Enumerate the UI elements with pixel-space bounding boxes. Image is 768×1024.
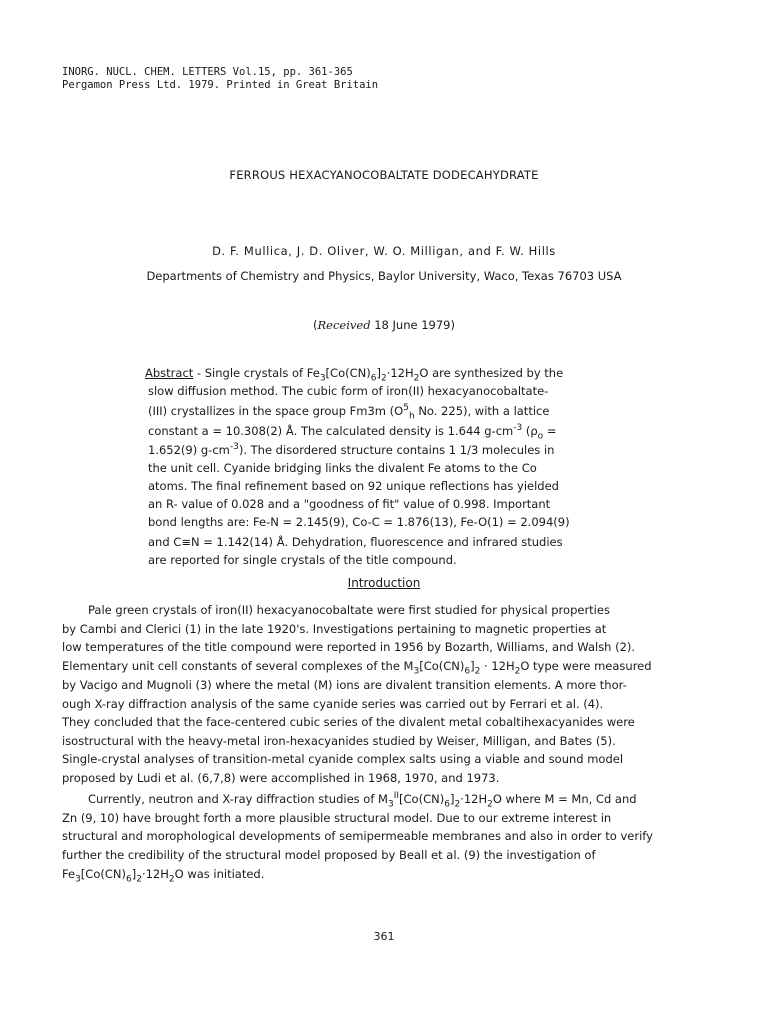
received-date-value: 18 June 1979 (374, 318, 451, 332)
page-number: 361 (373, 930, 395, 943)
abstract-line-1: Abstract - Single crystals of $Fe_3[Co(CN)_6]_2\cdot 12H_2O$ are synthesized by the (145, 366, 564, 384)
text-line: low temperatures of the title compound were reported in 1956 by Bozarth, Williams, and Walsh (2). (62, 640, 636, 654)
section-heading-introduction: Introduction (347, 576, 421, 590)
text-line: structural and morophological developments of semipermeable membranes and also in order to verify (62, 829, 653, 843)
text-line: They concluded that the face-centered cubic series of the divalent metal cobaltihexacyanides were (62, 715, 635, 729)
affiliation: Departments of Chemistry and Physics, Baylor University, Waco, Texas 76703 USA (146, 269, 622, 283)
text-line: Zn (9, 10) have brought forth a more plausible structural model. Due to our extreme interest in (62, 811, 612, 825)
paper-title: FERROUS HEXACYANOCOBALTATE DODECAHYDRATE (229, 168, 539, 182)
text-line: proposed by Ludi et al. (6,7,8) were accomplished in 1968, 1970, and 1973. (62, 771, 500, 785)
abstract-line-7: atoms. The final refinement based on 92 unique reflections has yielded (148, 479, 559, 493)
publisher-line: Pergamon Press Ltd. 1979. Printed in Great Britain (62, 79, 379, 91)
journal-citation: INORG. NUCL. CHEM. LETTERS Vol.15, pp. 361-365 (62, 66, 353, 78)
text-line: Currently, neutron and X-ray diffraction studies of $M_3^{II}[Co(CN)_6]_2\cdot 12H_2O$ where M = Mn, Cd and (88, 791, 637, 810)
text-line: $Fe_3[Co(CN)_6]_2\cdot 12H_2O$ was initiated. (62, 867, 265, 885)
abstract-line-8: an R- value of 0.028 and a "goodness of fit" value of 0.998. Important (148, 497, 551, 511)
text-line: by Cambi and Clerici (1) in the late 1920's. Investigations pertaining to magnetic properties at (62, 622, 607, 636)
received-label: Received (317, 318, 371, 332)
text-line: by Vacigo and Mugnoli (3) where the metal (M) ions are divalent transition elements. A more thor- (62, 678, 627, 692)
abstract-line-4: constant a = 10.308(2) Å. The calculated density is 1.644 $g-cm^{-3}$ ($\rho_o$ = (148, 423, 557, 442)
author-list: D. F. Mullica, J. D. Oliver, W. O. Milligan, and F. W. Hills (212, 244, 556, 258)
abstract-line-9: bond lengths are: Fe-N = 2.145(9), Co-C = 1.876(13), Fe-O(1) = 2.094(9) (148, 515, 570, 529)
text-line: Elementary unit cell constants of several complexes of the $M_3[Co(CN)_6]_2 \cdot 12H_2O$ type were measured (62, 659, 652, 677)
text-line: isostructural with the heavy-metal iron-hexacyanides studied by Weiser, Milligan, and Bates (5). (62, 734, 616, 748)
text-line: ough X-ray diffraction analysis of the same cyanide series was carried out by Ferrari et al. (4). (62, 697, 604, 711)
text-line: Single-crystal analyses of transition-metal cyanide complex salts using a viable and sound model (62, 752, 624, 766)
abstract-line-5: 1.652(9) $g-cm^{-3}$). The disordered structure contains 1 1/3 molecules in (148, 442, 555, 457)
abstract-line-2: slow diffusion method. The cubic form of iron(II) hexacyanocobaltate- (148, 384, 549, 398)
abstract-line-10: and C≡N = 1.142(14) Å. Dehydration, fluorescence and infrared studies (148, 535, 563, 549)
text-line: Pale green crystals of iron(II) hexacyanocobaltate were first studied for physical properties (88, 603, 610, 617)
abstract-line-6: the unit cell. Cyanide bridging links the divalent Fe atoms to the Co (148, 461, 537, 475)
abstract-label: Abstract (145, 366, 194, 380)
text-line: further the credibility of the structural model proposed by Beall et al. (9) the investigation of (62, 848, 596, 862)
abstract-line-11: are reported for single crystals of the title compound. (148, 553, 457, 567)
received-date: (Received 18 June 1979) (313, 318, 455, 332)
abstract-line-3: (III) crystallizes in the space group Fm3m ($O^5_h$ No. 225), with a lattice (148, 403, 550, 422)
